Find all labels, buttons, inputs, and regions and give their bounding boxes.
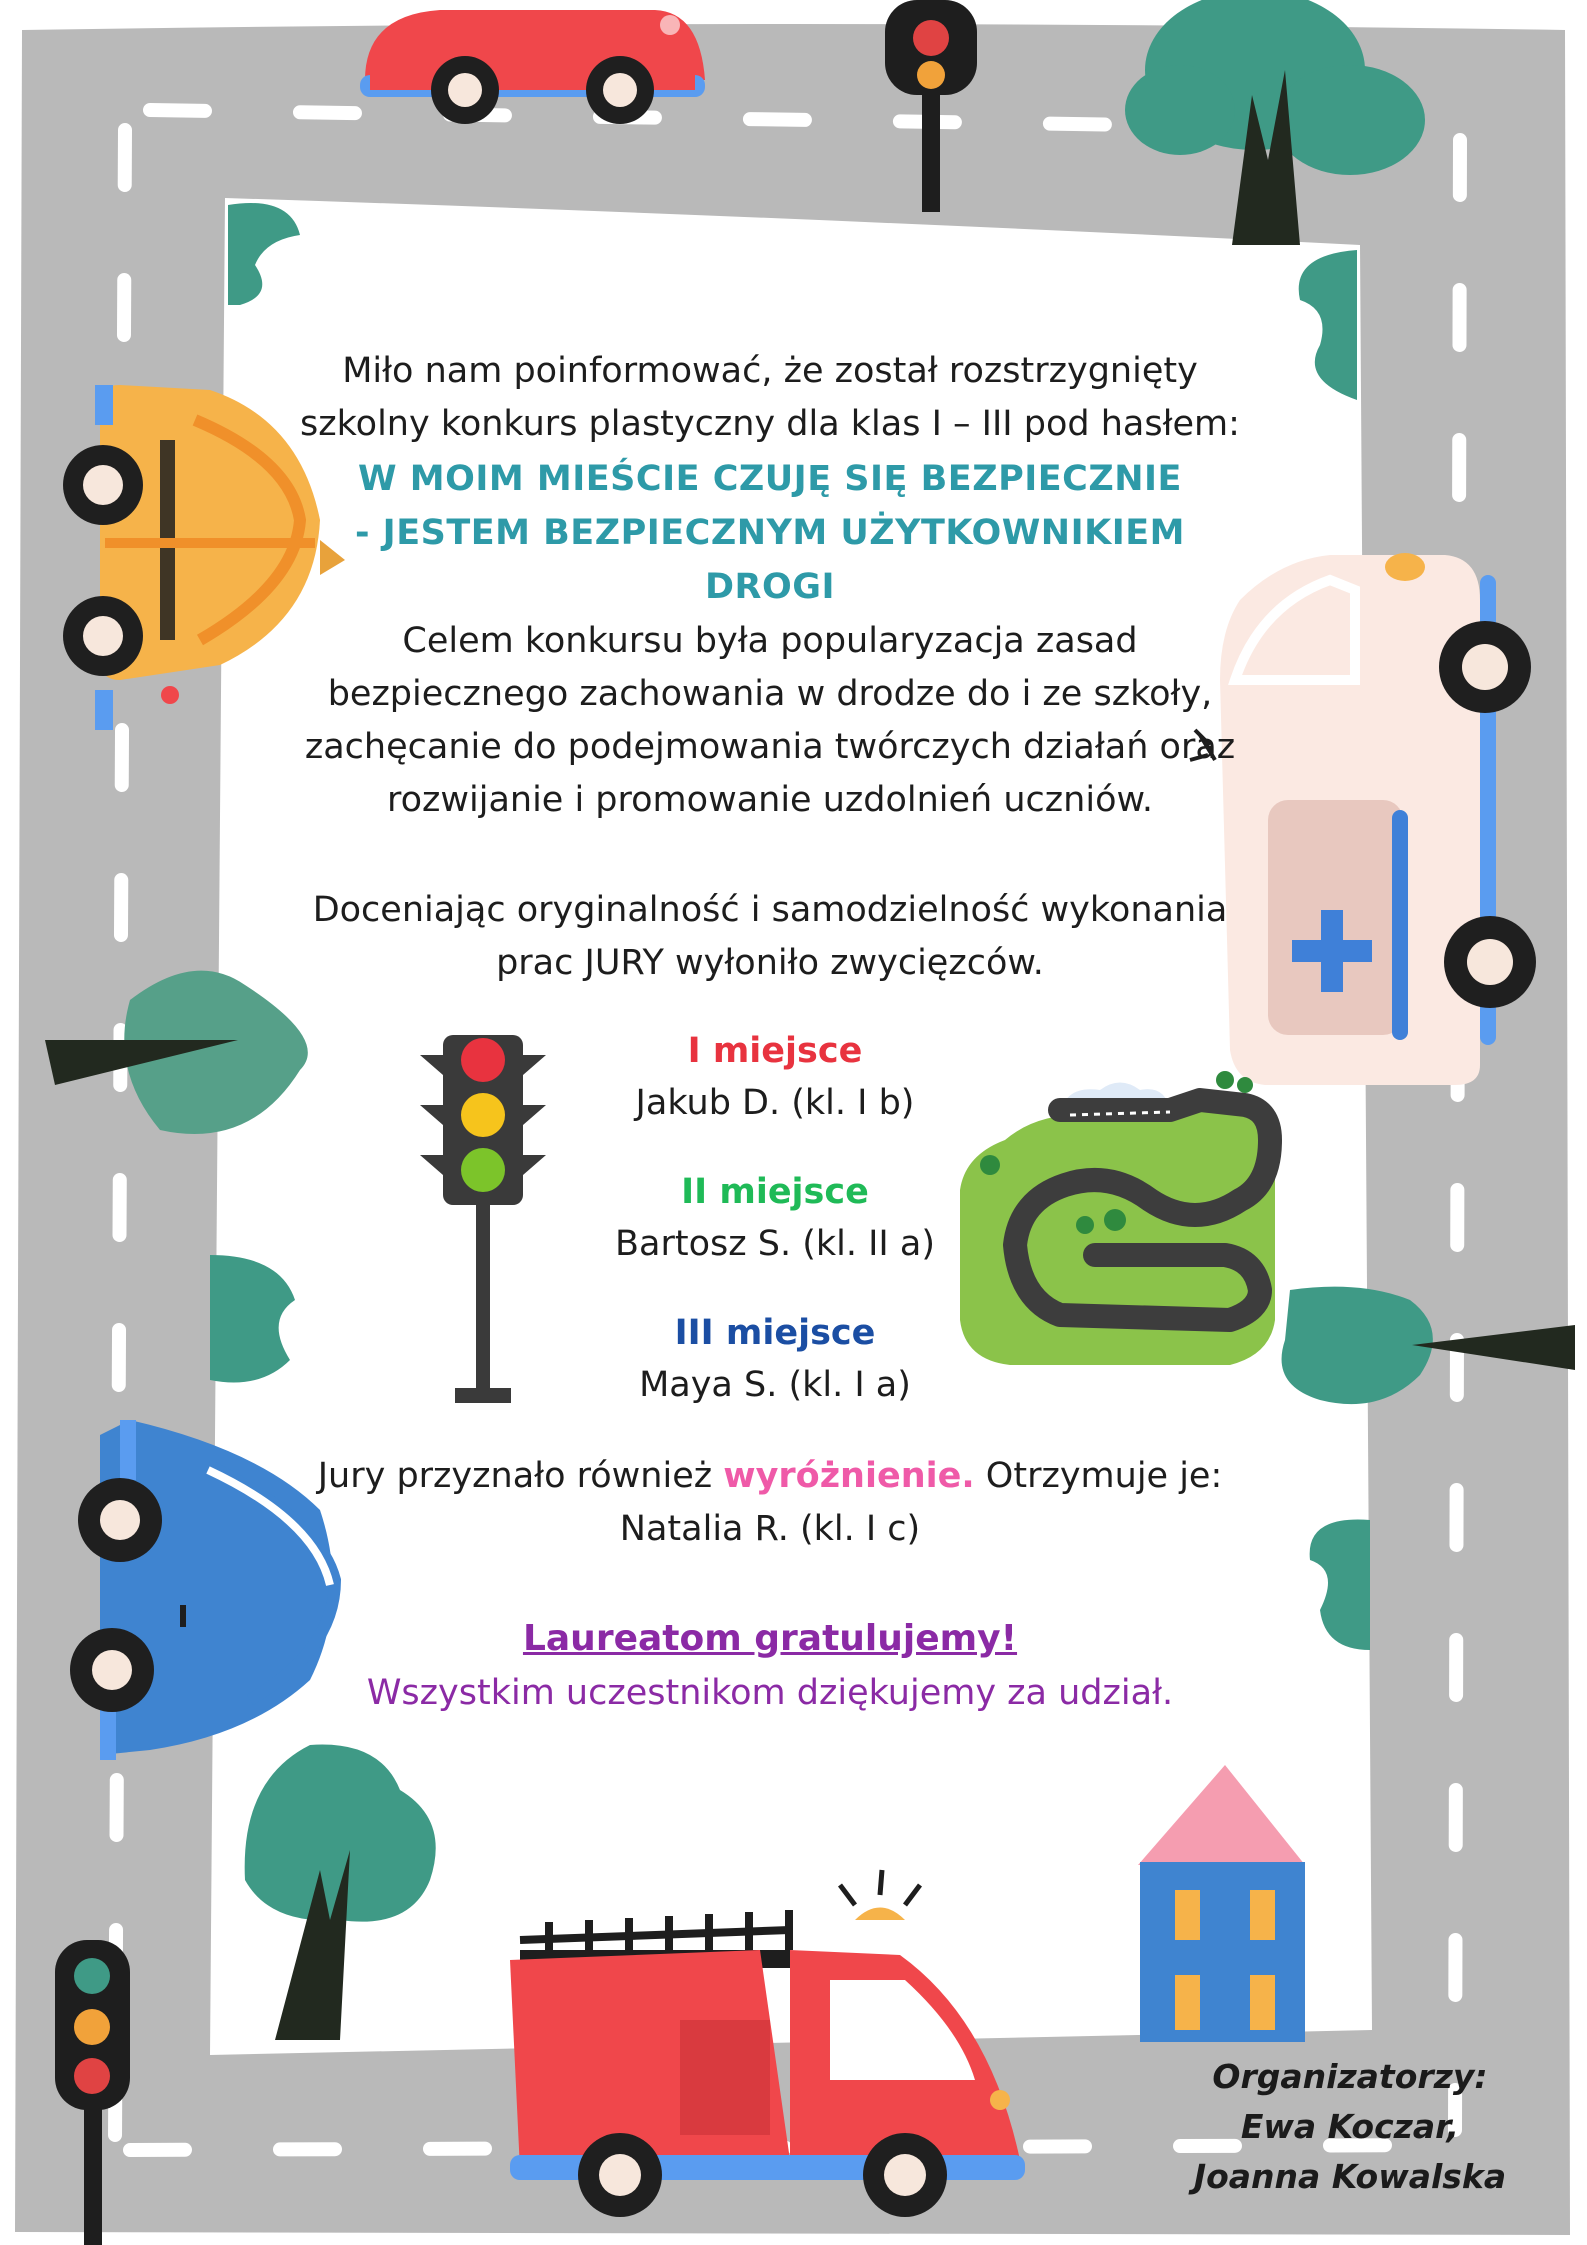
house-icon	[1138, 1765, 1305, 2042]
place-label: II miejsce	[681, 1172, 869, 1212]
jury-line: Doceniając oryginalność i samodzielność wykonania	[312, 890, 1228, 930]
winner-name: Maya S. (kl. I a)	[639, 1365, 911, 1405]
honorable-highlight: wyróżnienie.	[723, 1456, 975, 1496]
first-place	[590, 1025, 960, 1129]
winner-name: Jakub D. (kl. I b)	[635, 1083, 915, 1123]
traffic-light-icon	[420, 1035, 546, 1403]
organizers	[1170, 2052, 1530, 2202]
organizers-label: Organizatorzy:	[1212, 2057, 1488, 2096]
honorable-before: Jury przyznało również	[317, 1456, 724, 1496]
tree-icon	[245, 1745, 436, 2040]
organizer-name: Ewa Koczar,	[1240, 2107, 1460, 2146]
goal-line: bezpiecznego zachowania w drodze do i ze szkoły,	[327, 674, 1213, 714]
intro-paragraph	[300, 345, 1240, 451]
honorable-after: Otrzymuje je:	[974, 1456, 1223, 1496]
race-track-icon	[960, 1071, 1275, 1365]
second-place	[590, 1166, 960, 1270]
slogan-line: - JESTEM BEZPIECZNYM UŻYTKOWNIKIEM DROGI	[354, 513, 1186, 607]
honorable-winner: Natalia R. (kl. I c)	[619, 1509, 921, 1549]
honorable-mention	[300, 1450, 1240, 1556]
contest-slogan	[300, 452, 1240, 614]
goal-line: rozwijanie i promowanie uzdolnień uczniów.	[386, 780, 1154, 820]
place-label: I miejsce	[687, 1031, 863, 1071]
closing	[300, 1612, 1240, 1720]
fire-truck-icon	[510, 1870, 1025, 2217]
goal-paragraph	[300, 615, 1240, 827]
goal-line: zachęcanie do podejmowania twórczych działań oraz	[304, 727, 1236, 767]
intro-line: Miło nam poinformować, że został rozstrzygnięty	[342, 351, 1198, 391]
jury-paragraph	[300, 884, 1240, 990]
jury-line: prac JURY wyłoniło zwycięzców.	[496, 943, 1044, 983]
organizer-name: Joanna Kowalska	[1193, 2157, 1507, 2196]
police-car-icon	[70, 1420, 335, 1760]
honorable-line	[300, 1450, 1240, 1503]
congratulations-heading: Laureatom gratulujemy!	[522, 1618, 1018, 1659]
place-label: III miejsce	[674, 1313, 876, 1353]
third-place	[590, 1307, 960, 1411]
winner-name: Bartosz S. (kl. II a)	[615, 1224, 935, 1264]
goal-line: Celem konkursu była popularyzacja zasad	[402, 621, 1138, 661]
thanks-line: Wszystkim uczestnikom dziękujemy za udział.	[366, 1673, 1174, 1713]
slogan-line: W MOIM MIEŚCIE CZUJĘ SIĘ BEZPIECZNIE	[358, 459, 1182, 499]
intro-line: szkolny konkurs plastyczny dla klas I – III pod hasłem:	[300, 404, 1240, 444]
